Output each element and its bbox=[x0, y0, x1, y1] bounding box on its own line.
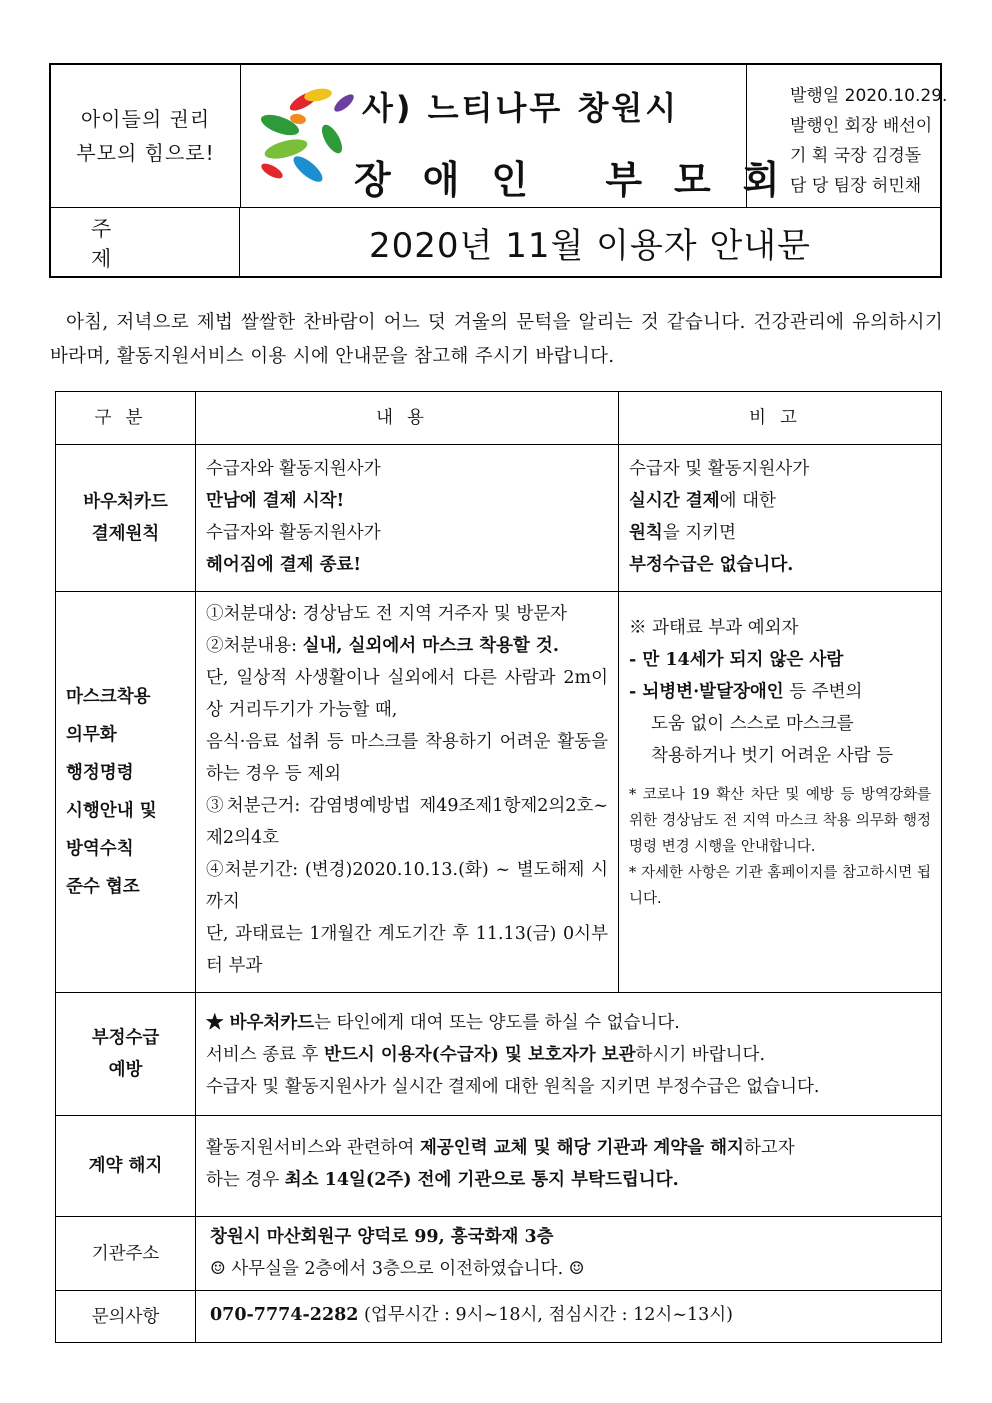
mask-note bbox=[619, 592, 942, 993]
organization-logo-area bbox=[240, 65, 812, 207]
inquiry-content bbox=[196, 1291, 942, 1343]
voucher-label-line-2: 결제원칙 bbox=[91, 524, 160, 544]
fraud-content bbox=[196, 993, 942, 1116]
leaf-logo-icon bbox=[258, 79, 368, 191]
mask-note-bullet-2-cont-2: 착용하거나 벗기 어려운 사람 등 bbox=[651, 746, 894, 766]
voucher-label bbox=[56, 445, 196, 592]
mask-fine-note: 단, 과태료는 1개월간 계도기간 후 11.13(금) 0시부터 부과 bbox=[206, 924, 608, 976]
fraud-line-2 bbox=[206, 1039, 931, 1071]
mask-note-bullet-1: - 만 14세가 되지 않은 사람 bbox=[629, 650, 844, 670]
fraud-line-2-start: 서비스 종료 후 bbox=[206, 1045, 325, 1065]
mask-note-small-2: * 자세한 사항은 기관 홈페이지를 참고하시면 됩니다. bbox=[629, 865, 931, 907]
voucher-note-keep: 을 지키면 bbox=[662, 523, 736, 543]
address-line: 창원시 마산회원구 양덕로 99, 흥국화재 3층 bbox=[210, 1227, 554, 1247]
mask-note-small-1: * 코로나 19 확산 차단 및 예방 등 방역강화를 위한 경상남도 전 지역 마스크 착용 의무화 행정명령 변경 시행을 안내합니다. bbox=[629, 787, 931, 855]
star-icon: ★ bbox=[206, 1013, 230, 1033]
mask-disposition-exception-2: 음식·음료 섭취 등 마스크를 착용하기 어려운 활동을 하는 경우 등 제외 bbox=[206, 732, 608, 784]
intro-text: 아침, 저녁으로 제법 쌀쌀한 찬바람이 어느 덧 겨울의 문턱을 알리는 것 같습니다. 건강관리에 유의하시기 바라며, 활동지원서비스 이용 시에 안내문을 참고해 주시기 바랍니다. bbox=[50, 312, 943, 367]
subject-title: 2020년 11월 이용자 안내문 bbox=[369, 226, 811, 266]
issue-planner: 기 획 국장 김경돌 bbox=[790, 146, 922, 166]
fraud-voucher-card: 바우처카드 bbox=[229, 1013, 315, 1033]
table-row-termination bbox=[56, 1116, 942, 1217]
issue-manager: 담 당 팀장 허민채 bbox=[790, 176, 922, 196]
intro-paragraph bbox=[50, 306, 943, 374]
voucher-content-line-2: 만남에 결제 시작! bbox=[206, 491, 345, 511]
termination-line-1-end: 하고자 bbox=[743, 1138, 795, 1158]
fraud-label-line-1: 부정수급 bbox=[91, 1028, 160, 1048]
slogan-line-2: 부모의 힘으로! bbox=[76, 141, 215, 165]
issue-publisher: 발행인 회장 배선이 bbox=[790, 116, 933, 136]
voucher-note-line-1: 수급자 및 활동지원사가 bbox=[629, 459, 810, 479]
mask-disposition-exception-1: 단, 일상적 사생활이나 실외에서 다른 사람과 2m이상 거리두기가 가능할 때, bbox=[206, 668, 608, 720]
mask-disposition bbox=[206, 630, 608, 662]
mask-note-bullet-2 bbox=[629, 676, 931, 708]
termination-line-2-start: 하는 경우 bbox=[206, 1170, 285, 1190]
termination-line-2 bbox=[206, 1164, 931, 1196]
mask-note-bullet-2-rest: 등 주변의 bbox=[783, 682, 863, 702]
table-row-voucher bbox=[56, 445, 942, 592]
fraud-line-2-bold: 반드시 이용자(수급자) 및 보호자가 보관 bbox=[324, 1045, 636, 1065]
inquiry-phone: 070-7774-2282 bbox=[210, 1305, 359, 1325]
fraud-label-line-2: 예방 bbox=[108, 1060, 143, 1080]
mask-target: ①처분대상: 경상남도 전 지역 거주자 및 방문자 bbox=[206, 604, 568, 624]
voucher-content bbox=[196, 445, 619, 592]
mask-label-line-2: 의무화 bbox=[66, 725, 117, 745]
table-row-inquiry bbox=[56, 1291, 942, 1343]
voucher-note-line-2 bbox=[629, 485, 931, 517]
voucher-note-principle: 원칙 bbox=[629, 523, 663, 543]
header-top-row bbox=[51, 65, 948, 208]
header-category: 구분 bbox=[56, 392, 196, 445]
voucher-content-line-1: 수급자와 활동지원사가 bbox=[206, 459, 381, 479]
voucher-note-line-4: 부정수급은 없습니다. bbox=[629, 555, 794, 575]
table-row-mask bbox=[56, 592, 942, 993]
mask-label-line-3: 행정명령 bbox=[66, 763, 134, 783]
mask-disposition-label: ②처분내용: bbox=[206, 636, 303, 656]
termination-line-1-bold: 제공인력 교체 및 해당 기관과 계약을 해지 bbox=[420, 1138, 744, 1158]
mask-label-line-1: 마스크착용 bbox=[66, 687, 151, 707]
header-subject-row bbox=[51, 207, 940, 278]
address-moved-note: ☺ 사무실을 2층에서 3층으로 이전하였습니다. ☺ bbox=[210, 1259, 585, 1279]
termination-content bbox=[196, 1116, 942, 1217]
mask-legal-basis: ③처분근거: 감염병예방법 제49조제1항제2의2호~제2의4호 bbox=[206, 796, 608, 848]
mask-label-line-4: 시행안내 및 bbox=[66, 801, 157, 821]
issue-date: 발행일 2020.10.29. bbox=[790, 86, 948, 106]
voucher-content-line-4: 헤어짐에 결제 종료! bbox=[206, 555, 362, 575]
mask-label-line-6: 준수 협조 bbox=[66, 877, 140, 897]
mask-label-line-5: 방역수칙 bbox=[66, 839, 134, 859]
fraud-line-3: 수급자 및 활동지원사가 실시간 결제에 대한 원칙을 지키면 부정수급은 없습니다. bbox=[206, 1077, 820, 1097]
header-note: 비고 bbox=[619, 392, 942, 445]
termination-line-2-bold: 최소 14일(2주) 전에 기관으로 통지 부탁드립니다. bbox=[284, 1170, 679, 1190]
fraud-line-1-rest: 는 타인에게 대여 또는 양도를 하실 수 없습니다. bbox=[314, 1013, 680, 1033]
organization-name-line-2: 장애인 부모회 bbox=[354, 158, 812, 202]
voucher-note-line-3 bbox=[629, 517, 931, 549]
mask-note-bullet-2-bold: - 뇌병변·발달장애인 bbox=[629, 682, 784, 702]
slogan bbox=[51, 65, 241, 207]
mask-content bbox=[196, 592, 619, 993]
inquiry-hours: (업무시간 : 9시~18시, 점심시간 : 12시~13시) bbox=[358, 1305, 733, 1325]
address-content bbox=[196, 1217, 942, 1291]
mask-note-bullet-2-cont-1: 도움 없이 스스로 마스크를 bbox=[651, 714, 854, 734]
newsletter-header bbox=[49, 63, 948, 278]
fraud-line-2-end: 하시기 바랍니다. bbox=[635, 1045, 766, 1065]
termination-line-1-start: 활동지원서비스와 관련하여 bbox=[206, 1138, 420, 1158]
termination-line-1 bbox=[206, 1132, 931, 1164]
mask-label bbox=[56, 592, 196, 993]
fraud-label bbox=[56, 993, 196, 1116]
table-header-row bbox=[56, 392, 942, 445]
subject-label: 주 제 bbox=[51, 207, 240, 278]
voucher-note-realtime: 실시간 결제 bbox=[629, 491, 720, 511]
inquiry-label: 문의사항 bbox=[56, 1291, 196, 1343]
voucher-content-line-3: 수급자와 활동지원사가 bbox=[206, 523, 381, 543]
organization-name-line-1: 사) 느티나무 창원시 bbox=[362, 89, 680, 127]
slogan-line-1: 아이들의 권리 bbox=[80, 107, 211, 131]
mask-note-title: ※ 과태료 부과 예외자 bbox=[629, 618, 799, 638]
mask-period: ④처분기간: (변경)2020.10.13.(화) ~ 별도해제 시 까지 bbox=[206, 860, 608, 912]
fraud-line-1 bbox=[206, 1007, 931, 1039]
header-content: 내용 bbox=[196, 392, 619, 445]
voucher-note bbox=[619, 445, 942, 592]
voucher-note-about: 에 대한 bbox=[719, 491, 776, 511]
table-row-address bbox=[56, 1217, 942, 1291]
mask-disposition-bold: 실내, 실외에서 마스크 착용할 것. bbox=[302, 636, 559, 656]
issue-info bbox=[746, 65, 948, 207]
guide-table bbox=[55, 391, 942, 1343]
voucher-label-line-1: 바우처카드 bbox=[83, 492, 168, 512]
termination-label: 계약 해지 bbox=[56, 1116, 196, 1217]
address-label: 기관주소 bbox=[56, 1217, 196, 1291]
table-row-fraud bbox=[56, 993, 942, 1116]
